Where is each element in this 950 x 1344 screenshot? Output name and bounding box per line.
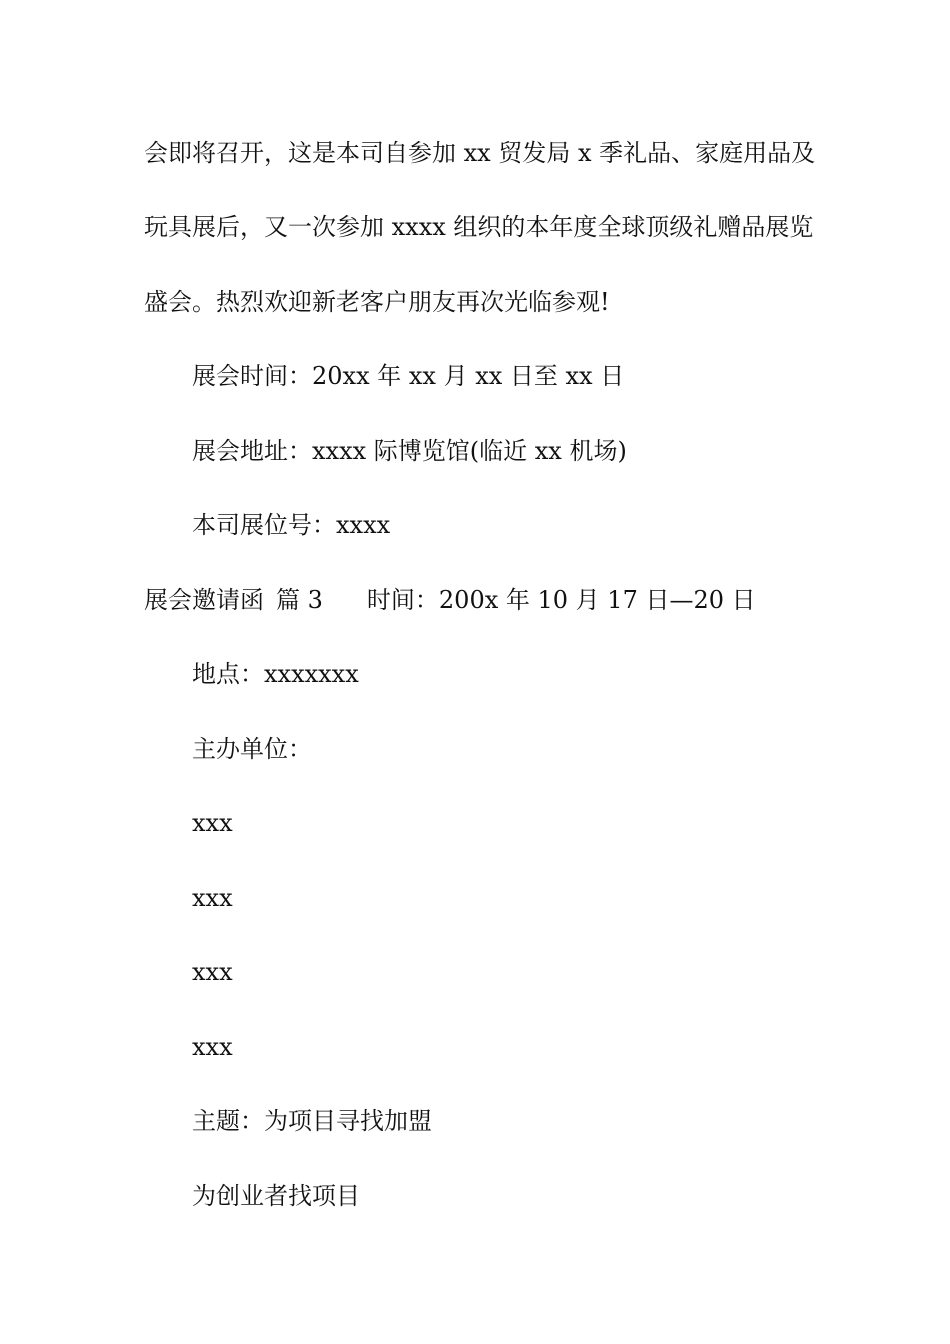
booth-number: 本司展位号：xxxx <box>192 511 391 539</box>
exhibition-time: 展会时间：20xx 年 xx 月 xx 日至 xx 日 <box>192 362 625 390</box>
organizer-item: xxx <box>192 1033 233 1061</box>
organizer-label: 主办单位： <box>192 735 312 763</box>
exhibition-address: 展会地址：xxxx 际博览馆(临近 xx 机场) <box>192 437 627 465</box>
section-time: 时间：200x 年 10 月 17 日—20 日 <box>366 586 756 614</box>
location: 地点：xxxxxxx <box>192 660 359 688</box>
section-title: 展会邀请函 <box>144 586 264 614</box>
theme-line-2: 为创业者找项目 <box>192 1182 360 1210</box>
section-heading-line <box>144 585 824 615</box>
paragraph-line-2: 玩具展后，又一次参加 xxxx 组织的本年度全球顶级礼赠品展览 <box>144 213 814 241</box>
theme: 主题：为项目寻找加盟 <box>192 1107 432 1135</box>
paragraph-line-1: 会即将召开，这是本司自参加 xx 贸发局 x 季礼品、家庭用品及 <box>144 139 816 167</box>
organizer-item: xxx <box>192 884 233 912</box>
paragraph-line-3: 盛会。热烈欢迎新老客户朋友再次光临参观! <box>144 288 610 316</box>
section-number: 篇 3 <box>276 586 323 614</box>
organizer-item: xxx <box>192 958 233 986</box>
organizer-item: xxx <box>192 809 233 837</box>
